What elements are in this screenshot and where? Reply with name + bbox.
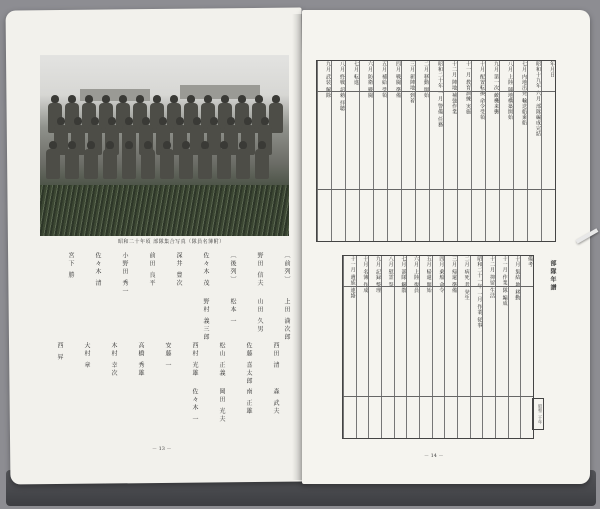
- name-entry: 佐々木 茂: [202, 252, 209, 288]
- lower-chronology-table: [342, 255, 534, 439]
- table-column: 十二月 抑留 生活: [482, 256, 496, 438]
- name-entry: 大村 章: [83, 342, 90, 370]
- side-title: 部隊年譜: [549, 260, 556, 292]
- table-column: 四月 乗船 命令: [432, 256, 446, 438]
- table-column: 十月 配置転換 命令受領: [471, 61, 486, 241]
- table-column: 七月 転進: [345, 61, 360, 241]
- soldier-figure: [103, 141, 117, 185]
- table-column: 九月 武装 解除: [317, 61, 332, 241]
- table-column: 四月 戦闘 準備: [387, 61, 402, 241]
- table-column: 七月 部隊 解散: [394, 256, 408, 438]
- name-entry: 森 武夫: [272, 388, 279, 416]
- table-column: 七月 内地出発 輸送船乗船: [513, 61, 528, 241]
- name-entry: 松本 一: [229, 298, 236, 326]
- table-column: 三月 新陣地 到着: [401, 61, 416, 241]
- table-column: 昭和十九年 六月 部隊編成完結: [527, 61, 542, 241]
- table-column: 二月 移動 開始: [415, 61, 430, 241]
- table-column: 昭和二十一年 一月 作業 従事: [470, 256, 484, 438]
- table-column: 年月日: [541, 61, 556, 241]
- name-entry: 岡田 光夫: [218, 388, 225, 424]
- table-column: 八月 慰霊 祭: [381, 256, 395, 438]
- name-entry: 高橋 秀雄: [137, 342, 144, 378]
- soldier-figure: [46, 141, 60, 185]
- photo-caption: 昭和二十年頃 部隊集合写真（隊員名簿附）: [118, 239, 225, 245]
- name-entry: 南 正雄: [245, 388, 252, 416]
- soldier-figure: [160, 141, 174, 185]
- name-entry: 宮下 勝: [67, 252, 74, 280]
- soldier-figure: [179, 141, 193, 185]
- table-column: 三月 帰還 準備: [444, 256, 458, 438]
- soldier-figure: [65, 141, 79, 185]
- name-entry: 野田 信夫: [256, 252, 263, 288]
- soldier-figure: [217, 141, 231, 185]
- table-column: 十一月 作業 隊 編成: [495, 256, 509, 438]
- table-column: 十一月 教育訓練 実施: [457, 61, 472, 241]
- name-entry: 佐々木 清: [94, 252, 101, 288]
- table-column: 二月 病死 者 発生: [457, 256, 471, 438]
- name-entry: 前田 良平: [148, 252, 155, 288]
- name-entry: 木村 幸次: [110, 342, 117, 378]
- soldier-figure: [122, 141, 136, 185]
- table-column: 六月 上陸 復員: [406, 256, 420, 438]
- name-entry: 佐々木 一: [191, 388, 198, 424]
- name-entry: 安藤 一: [164, 342, 171, 370]
- name-entry: 松山 正義: [218, 342, 225, 378]
- name-entry: 西田 清: [272, 342, 279, 370]
- name-entry: 〔後列〕: [229, 252, 236, 284]
- left-folio: － 13 －: [152, 446, 172, 452]
- soldier-figure: [198, 141, 212, 185]
- soldier-figure: [255, 141, 269, 185]
- soldier-figure: [236, 141, 250, 185]
- table-column: 十月 集結 地 移動: [508, 256, 522, 438]
- table-column: 八月 上陸 陣地構築開始: [499, 61, 514, 241]
- soldier-figure: [84, 141, 98, 185]
- table-column: 昭和二十年 一月 警備 任務: [429, 61, 444, 241]
- table-column: 九月 記録 整理: [368, 256, 382, 438]
- name-entry: 深井 豊次: [175, 252, 182, 288]
- upper-chronology-table: [316, 60, 556, 242]
- name-entry: 小野田 秀一: [121, 252, 128, 296]
- name-entry: 西 昇: [56, 342, 63, 362]
- group-photo: [40, 55, 289, 236]
- table-column: 十二月 陣地 補強作業: [443, 61, 458, 241]
- table-column: 八月 終戦 詔勅 拝聴: [331, 61, 346, 241]
- right-folio: － 14 －: [424, 453, 444, 459]
- name-entry: 山田 久男: [256, 298, 263, 334]
- name-entry: 〔前列〕: [283, 252, 290, 284]
- name-entry: 上田 満次郎: [283, 298, 290, 342]
- name-entry: 西村 光雄: [191, 342, 198, 378]
- table-column: 十一月 遺族 連絡: [343, 256, 357, 438]
- table-column: 備考: [520, 256, 534, 438]
- table-column: 五月 補給 受領: [373, 61, 388, 241]
- soldier-figure: [141, 141, 155, 185]
- name-entry: 野村 義三郎: [202, 298, 209, 342]
- table-column: 五月 帰還 開始: [419, 256, 433, 438]
- stamp-box: 昭和二十年: [532, 398, 544, 430]
- table-column: 十月 名簿 作成: [356, 256, 370, 438]
- name-entry: 佐藤 喜太郎: [245, 342, 252, 386]
- table-column: 九月 第一次 敵機来襲: [485, 61, 500, 241]
- table-column: 六月 防衛 戦闘: [359, 61, 374, 241]
